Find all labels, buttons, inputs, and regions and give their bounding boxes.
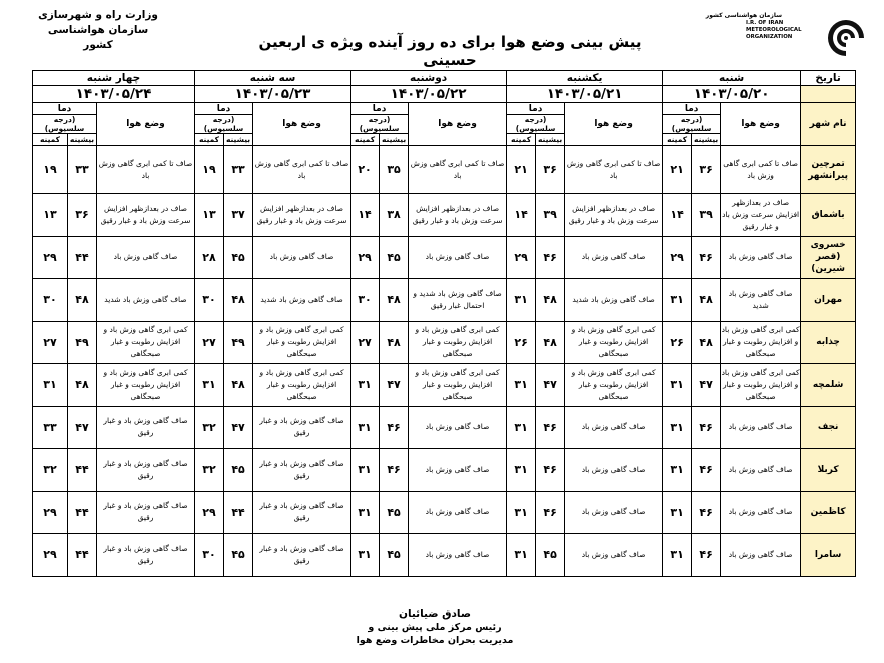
weather-condition: صاف گاهی وزش باد شدید (253, 279, 351, 322)
weather-condition: صاف تا کمی ابری گاهی وزش باد (721, 146, 801, 194)
signatory-title-1: رئیس مرکز ملی پیش بینی و (368, 622, 502, 633)
ministry-name: وزارت راه و شهرسازی (38, 9, 158, 21)
min-temp: ۲۷ (195, 321, 224, 364)
table-row (33, 194, 856, 237)
min-temp: ۳۱ (663, 491, 692, 534)
weather-condition: صاف گاهی وزش باد و غبار رقیق (253, 449, 351, 492)
weather-condition: کمی ابری گاهی وزش باد و افزایش رطوبت و غبار صبحگاهی (565, 364, 663, 407)
weather-condition: صاف در بعدازظهر افزایش سرعت وزش باد و غبار رقیق (721, 194, 801, 237)
day-name: شنبه (663, 71, 801, 86)
weather-condition: صاف گاهی وزش باد (721, 406, 801, 449)
max-temp: ۴۸ (380, 321, 409, 364)
weather-condition: صاف گاهی وزش باد شدید (565, 279, 663, 322)
day-name-row (33, 71, 856, 86)
weather-condition: صاف گاهی وزش باد (565, 449, 663, 492)
min-temp: ۳۰ (195, 279, 224, 322)
max-temp: ۴۹ (68, 321, 97, 364)
max-temp: ۴۸ (692, 321, 721, 364)
max-temp: ۴۵ (536, 534, 565, 577)
weather-header: وضع هوا (565, 103, 663, 146)
max-temp: ۴۵ (380, 534, 409, 577)
min-temp: ۲۹ (33, 491, 68, 534)
weather-condition: صاف گاهی وزش باد شدید و احتمال غبار رقیق (409, 279, 507, 322)
max-temp: ۴۸ (692, 279, 721, 322)
table-row (33, 236, 856, 279)
max-temp: ۳۶ (692, 146, 721, 194)
table-row (33, 534, 856, 577)
weather-condition: کمی ابری گاهی وزش باد و افزایش رطوبت و غبار صبحگاهی (409, 364, 507, 407)
max-temp: ۳۶ (536, 146, 565, 194)
max-temp: ۴۶ (536, 236, 565, 279)
max-temp: ۴۶ (536, 406, 565, 449)
max-temp-header: بیشینه (380, 134, 409, 146)
max-temp: ۴۴ (68, 491, 97, 534)
weather-condition: صاف در بعدازظهر افزایش سرعت وزش باد و غبار رقیق (97, 194, 195, 237)
weather-condition: صاف گاهی وزش باد (409, 236, 507, 279)
max-temp: ۴۵ (224, 449, 253, 492)
max-temp-header: بیشینه (536, 134, 565, 146)
city-name: مهران (801, 279, 856, 322)
max-temp: ۳۳ (68, 146, 97, 194)
max-temp: ۳۹ (536, 194, 565, 237)
max-temp-header: بیشینه (224, 134, 253, 146)
min-temp: ۳۱ (507, 364, 536, 407)
day-date: ۱۴۰۳/۰۵/۲۳ (195, 86, 351, 103)
temp-header: دما (351, 103, 409, 115)
signature-block (300, 608, 570, 647)
min-temp: ۲۱ (507, 146, 536, 194)
logo-text-en-1: I.R. OF IRAN (746, 20, 784, 26)
day-name: دوشنبه (351, 71, 507, 86)
weather-condition: صاف گاهی وزش باد و غبار رقیق (253, 406, 351, 449)
min-temp: ۳۱ (507, 491, 536, 534)
forecast-table (32, 70, 856, 577)
table-row (33, 364, 856, 407)
weather-condition: صاف گاهی وزش باد و غبار رقیق (97, 491, 195, 534)
meteorological-organization-logo (705, 10, 866, 72)
city-name-header: نام شهر (801, 103, 856, 146)
weather-condition: کمی ابری گاهی وزش باد و افزایش رطوبت و غبار صبحگاهی (97, 364, 195, 407)
weather-condition: صاف گاهی وزش باد (565, 534, 663, 577)
weather-condition: صاف گاهی وزش باد (721, 491, 801, 534)
min-temp: ۲۶ (663, 321, 692, 364)
max-temp: ۴۵ (224, 534, 253, 577)
city-name: نجف (801, 406, 856, 449)
min-temp: ۳۱ (663, 364, 692, 407)
max-temp: ۴۶ (380, 449, 409, 492)
weather-condition: صاف در بعدازظهر افزایش سرعت وزش باد و غبار رقیق (253, 194, 351, 237)
weather-condition: صاف گاهی وزش باد (97, 236, 195, 279)
column-header-row (33, 103, 856, 115)
table-row (33, 321, 856, 364)
min-temp: ۳۱ (351, 491, 380, 534)
weather-condition: صاف تا کمی ابری گاهی وزش باد (409, 146, 507, 194)
min-temp: ۲۷ (33, 321, 68, 364)
weather-condition: صاف گاهی وزش باد (409, 491, 507, 534)
weather-condition: صاف گاهی وزش باد (409, 449, 507, 492)
temp-unit-header: (درجه سلسیوس) (351, 115, 409, 134)
city-name: چذابه (801, 321, 856, 364)
max-temp: ۴۶ (536, 449, 565, 492)
max-temp: ۴۵ (380, 491, 409, 534)
min-temp: ۲۹ (195, 491, 224, 534)
weather-condition: صاف تا کمی ابری گاهی وزش باد (253, 146, 351, 194)
max-temp: ۴۸ (68, 279, 97, 322)
weather-condition: صاف گاهی وزش باد (565, 491, 663, 534)
day-date: ۱۴۰۳/۰۵/۲۰ (663, 86, 801, 103)
min-temp: ۳۱ (507, 534, 536, 577)
weather-condition: کمی ابری گاهی وزش باد و افزایش رطوبت و غبار صبحگاهی (253, 364, 351, 407)
max-temp: ۴۶ (380, 406, 409, 449)
max-temp: ۴۷ (68, 406, 97, 449)
ministry-header (38, 8, 158, 53)
weather-condition: صاف در بعدازظهر افزایش سرعت وزش باد و غبار رقیق (565, 194, 663, 237)
temp-unit-header: (درجه سلسیوس) (663, 115, 721, 134)
weather-header: وضع هوا (409, 103, 507, 146)
min-temp: ۳۱ (507, 406, 536, 449)
min-temp: ۳۱ (351, 449, 380, 492)
min-temp: ۲۷ (351, 321, 380, 364)
max-temp: ۴۶ (692, 406, 721, 449)
max-temp: ۴۸ (536, 321, 565, 364)
max-temp: ۴۷ (692, 364, 721, 407)
max-temp: ۴۸ (536, 279, 565, 322)
weather-condition: صاف گاهی وزش باد و غبار رقیق (253, 491, 351, 534)
city-name: خسروی (قصر شیرین) (801, 236, 856, 279)
weather-condition: صاف گاهی وزش باد و غبار رقیق (97, 406, 195, 449)
max-temp: ۴۷ (380, 364, 409, 407)
min-temp: ۱۳ (195, 194, 224, 237)
weather-condition: کمی ابری گاهی وزش باد و افزایش رطوبت و غبار صبحگاهی (721, 321, 801, 364)
temp-unit-header: (درجه سلسیوس) (33, 115, 97, 134)
max-temp: ۳۹ (692, 194, 721, 237)
max-temp-header: بیشینه (692, 134, 721, 146)
logo-text (705, 12, 824, 41)
min-temp: ۳۲ (195, 449, 224, 492)
max-temp: ۴۴ (68, 449, 97, 492)
min-temp: ۲۸ (195, 236, 224, 279)
weather-condition: صاف گاهی وزش باد (565, 406, 663, 449)
organization-name: سازمان هواشناسی کشور (47, 24, 149, 51)
min-temp-header: کمینه (351, 134, 380, 146)
logo-text-en-3: ORGANIZATION (746, 34, 793, 40)
page-title: پیش بینی وضع هوا برای ده روز آینده ویژه ی اربعین حسینی (258, 33, 642, 69)
min-temp: ۱۴ (351, 194, 380, 237)
min-temp-header: کمینه (663, 134, 692, 146)
min-temp: ۱۹ (33, 146, 68, 194)
min-temp-header: کمینه (195, 134, 224, 146)
min-temp: ۲۹ (351, 236, 380, 279)
min-temp: ۱۴ (663, 194, 692, 237)
city-name: تمرچین پیرانشهر (801, 146, 856, 194)
max-temp: ۴۶ (536, 491, 565, 534)
table-row (33, 491, 856, 534)
weather-condition: کمی ابری گاهی وزش باد و افزایش رطوبت و غبار صبحگاهی (97, 321, 195, 364)
min-temp: ۱۴ (507, 194, 536, 237)
day-name: چهار شنبه (33, 71, 195, 86)
weather-condition: صاف گاهی وزش باد (721, 449, 801, 492)
weather-condition: صاف تا کمی ابری گاهی وزش باد (97, 146, 195, 194)
weather-condition: صاف گاهی وزش باد (721, 534, 801, 577)
min-temp: ۳۳ (33, 406, 68, 449)
max-temp-header: بیشینه (68, 134, 97, 146)
min-temp: ۲۶ (507, 321, 536, 364)
min-temp: ۳۱ (663, 406, 692, 449)
max-temp: ۴۹ (224, 321, 253, 364)
max-temp: ۴۷ (224, 406, 253, 449)
table-row (33, 146, 856, 194)
max-temp: ۴۴ (68, 534, 97, 577)
min-temp: ۳۱ (663, 534, 692, 577)
max-temp: ۴۵ (224, 236, 253, 279)
weather-header: وضع هوا (253, 103, 351, 146)
max-temp: ۴۴ (68, 236, 97, 279)
min-temp: ۳۱ (195, 364, 224, 407)
weather-header: وضع هوا (721, 103, 801, 146)
min-temp: ۳۲ (195, 406, 224, 449)
min-temp: ۲۰ (351, 146, 380, 194)
spiral-logo-icon (826, 16, 866, 62)
weather-condition: صاف گاهی وزش باد (409, 406, 507, 449)
max-temp: ۴۷ (536, 364, 565, 407)
min-temp: ۳۰ (195, 534, 224, 577)
day-name: یکشنبه (507, 71, 663, 86)
max-temp: ۳۵ (380, 146, 409, 194)
min-temp: ۲۹ (663, 236, 692, 279)
logo-text-fa: سازمان هواشناسی کشور (705, 12, 782, 19)
temp-unit-header: (درجه سلسیوس) (195, 115, 253, 134)
date-corner-label: تاریخ (801, 71, 856, 86)
temp-unit-header: (درجه سلسیوس) (507, 115, 565, 134)
weather-condition: صاف گاهی وزش باد (253, 236, 351, 279)
min-temp: ۳۰ (351, 279, 380, 322)
min-temp: ۳۰ (33, 279, 68, 322)
max-temp: ۴۵ (380, 236, 409, 279)
max-temp: ۴۸ (224, 279, 253, 322)
temp-header: دما (195, 103, 253, 115)
min-temp: ۳۱ (507, 449, 536, 492)
weather-condition: کمی ابری گاهی وزش باد و افزایش رطوبت و غبار صبحگاهی (565, 321, 663, 364)
max-temp: ۳۶ (68, 194, 97, 237)
min-temp: ۲۱ (663, 146, 692, 194)
logo-text-en-2: METEOROLOGICAL (746, 27, 802, 33)
day-name: سه شنبه (195, 71, 351, 86)
min-temp-header: کمینه (507, 134, 536, 146)
min-temp: ۳۱ (351, 406, 380, 449)
max-temp: ۴۶ (692, 491, 721, 534)
temp-header: دما (663, 103, 721, 115)
min-temp: ۳۱ (663, 279, 692, 322)
min-temp: ۳۲ (33, 449, 68, 492)
max-temp: ۳۸ (380, 194, 409, 237)
weather-condition: کمی ابری گاهی وزش باد و افزایش رطوبت و غبار صبحگاهی (721, 364, 801, 407)
max-temp: ۴۸ (68, 364, 97, 407)
min-temp: ۱۹ (195, 146, 224, 194)
weather-header: وضع هوا (97, 103, 195, 146)
max-temp: ۴۴ (224, 491, 253, 534)
min-temp: ۳۱ (663, 449, 692, 492)
weather-condition: صاف گاهی وزش باد شدید (97, 279, 195, 322)
weather-condition: کمی ابری گاهی وزش باد و افزایش رطوبت و غبار صبحگاهی (409, 321, 507, 364)
city-name: کربلا (801, 449, 856, 492)
city-name: کاظمین (801, 491, 856, 534)
max-temp: ۴۸ (380, 279, 409, 322)
table-row (33, 279, 856, 322)
temp-header: دما (507, 103, 565, 115)
weather-condition: صاف گاهی وزش باد و غبار رقیق (97, 449, 195, 492)
max-temp: ۳۳ (224, 146, 253, 194)
min-temp: ۱۳ (33, 194, 68, 237)
weather-condition: صاف گاهی وزش باد (409, 534, 507, 577)
min-temp: ۳۱ (507, 279, 536, 322)
max-temp: ۴۶ (692, 236, 721, 279)
weather-condition: کمی ابری گاهی وزش باد و افزایش رطوبت و غبار صبحگاهی (253, 321, 351, 364)
min-temp: ۳۱ (351, 364, 380, 407)
weather-condition: صاف تا کمی ابری گاهی وزش باد (565, 146, 663, 194)
weather-condition: صاف در بعدازظهر افزایش سرعت وزش باد و غبار رقیق (409, 194, 507, 237)
day-date: ۱۴۰۳/۰۵/۲۱ (507, 86, 663, 103)
corner-blank (801, 86, 856, 103)
city-name: باشماق (801, 194, 856, 237)
max-temp: ۴۶ (692, 449, 721, 492)
weather-condition: صاف گاهی وزش باد (565, 236, 663, 279)
min-temp: ۲۹ (33, 534, 68, 577)
min-temp: ۳۱ (351, 534, 380, 577)
weather-condition: صاف گاهی وزش باد شدید (721, 279, 801, 322)
date-row (33, 86, 856, 103)
min-temp: ۲۹ (33, 236, 68, 279)
max-temp: ۴۸ (224, 364, 253, 407)
max-temp: ۳۷ (224, 194, 253, 237)
signatory-title-2: مدیریت بحران مخاطرات وضع هوا (356, 635, 514, 646)
day-date: ۱۴۰۳/۰۵/۲۲ (351, 86, 507, 103)
table-row (33, 449, 856, 492)
min-temp-header: کمینه (33, 134, 68, 146)
max-temp: ۴۶ (692, 534, 721, 577)
city-name: شلمچه (801, 364, 856, 407)
weather-condition: صاف گاهی وزش باد و غبار رقیق (97, 534, 195, 577)
min-temp: ۳۱ (33, 364, 68, 407)
weather-condition: صاف گاهی وزش باد (721, 236, 801, 279)
city-name: سامرا (801, 534, 856, 577)
temp-header: دما (33, 103, 97, 115)
weather-condition: صاف گاهی وزش باد و غبار رقیق (253, 534, 351, 577)
table-row (33, 406, 856, 449)
min-temp: ۲۹ (507, 236, 536, 279)
signatory-name: صادق ضیائیان (398, 608, 472, 620)
day-date: ۱۴۰۳/۰۵/۲۴ (33, 86, 195, 103)
